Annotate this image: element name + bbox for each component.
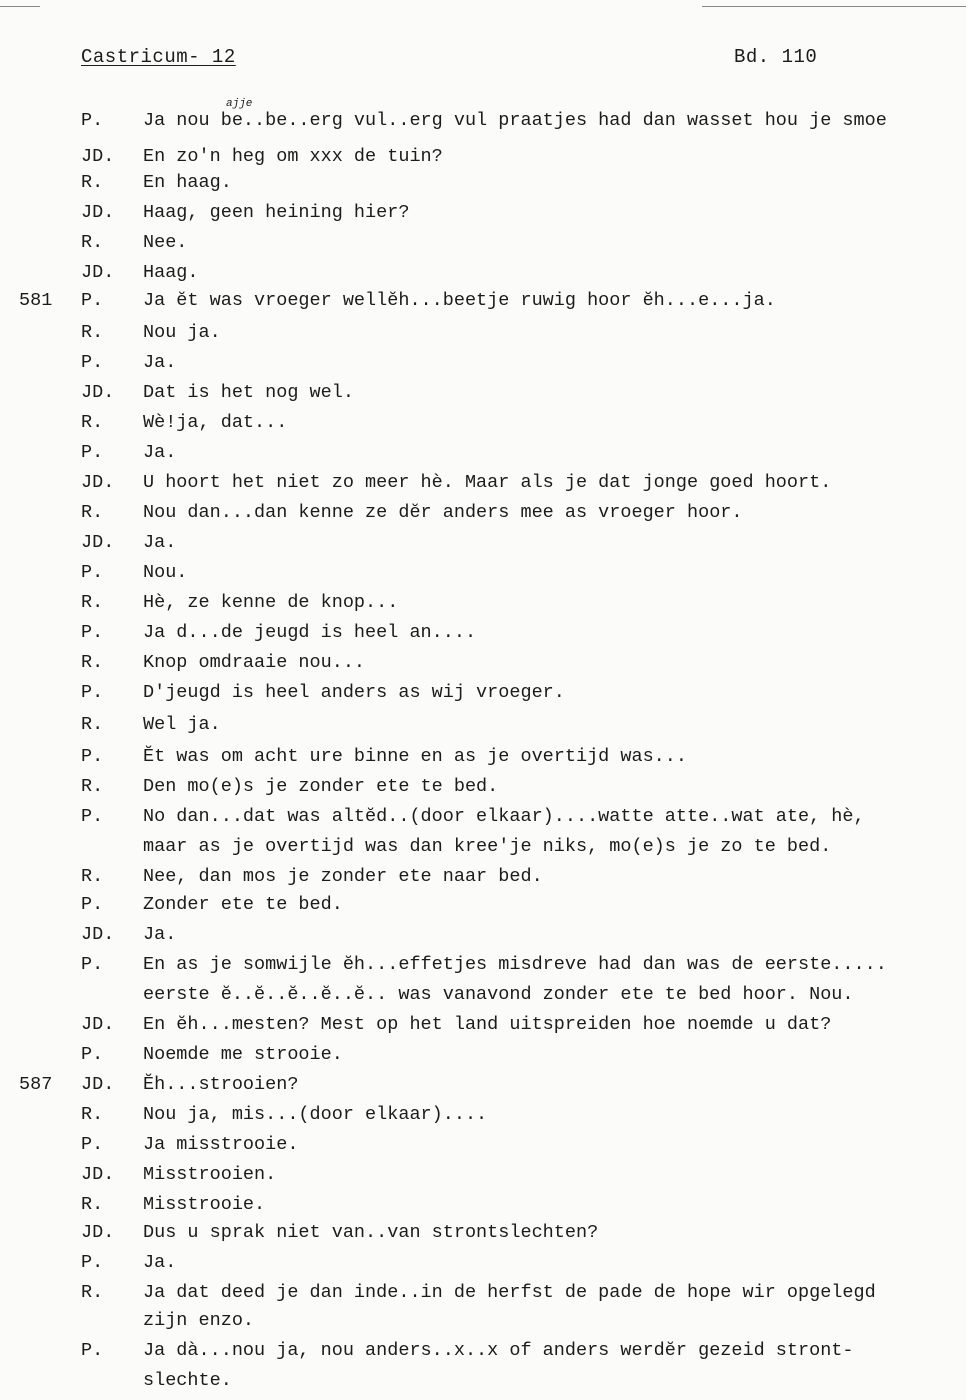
top-rule-left bbox=[0, 6, 40, 7]
utterance-text: Noemde me strooie. bbox=[143, 1044, 343, 1065]
transcript-line bbox=[0, 1282, 966, 1312]
speaker-label: P. bbox=[81, 1044, 104, 1065]
transcript-line bbox=[0, 592, 966, 622]
utterance-text: Haag. bbox=[143, 262, 199, 283]
speaker-label: JD. bbox=[81, 1164, 115, 1185]
transcript-line bbox=[0, 1222, 966, 1252]
utterance-text: Ja nou be..be..erg vul..erg vul praatjes had dan wasset hou je smoe bbox=[143, 110, 887, 131]
transcript-line bbox=[0, 622, 966, 652]
speaker-label: P. bbox=[81, 622, 104, 643]
transcript-line bbox=[0, 1104, 966, 1134]
utterance-text: Hè, ze kenne de knop... bbox=[143, 592, 399, 613]
speaker-label: R. bbox=[81, 714, 104, 735]
utterance-text: Ja. bbox=[143, 1252, 177, 1273]
speaker-label: JD. bbox=[81, 262, 115, 283]
speaker-label: P. bbox=[81, 110, 104, 131]
utterance-text: Nee. bbox=[143, 232, 188, 253]
speaker-label: P. bbox=[81, 682, 104, 703]
page-header-title: Castricum- 12 bbox=[81, 46, 236, 68]
utterance-text: En zo'n heg om xxx de tuin? bbox=[143, 146, 443, 167]
transcript-line bbox=[0, 1340, 966, 1370]
transcript-line bbox=[0, 1074, 966, 1104]
transcript-line bbox=[0, 1194, 966, 1224]
speaker-label: R. bbox=[81, 652, 104, 673]
utterance-text: Ja. bbox=[143, 352, 177, 373]
transcript-line bbox=[0, 322, 966, 352]
utterance-text: En haag. bbox=[143, 172, 232, 193]
utterance-text: maar as je overtijd was dan kree'je niks, mo(e)s je zo te bed. bbox=[143, 836, 832, 857]
transcript-line bbox=[0, 652, 966, 682]
line-number: 581 bbox=[19, 290, 53, 311]
speaker-label: P. bbox=[81, 442, 104, 463]
utterance-text: D'jeugd is heel anders as wij vroeger. bbox=[143, 682, 565, 703]
speaker-label: R. bbox=[81, 1194, 104, 1215]
speaker-label: JD. bbox=[81, 382, 115, 403]
transcript-line bbox=[0, 290, 966, 320]
utterance-text: Dat is het nog wel. bbox=[143, 382, 354, 403]
speaker-label: R. bbox=[81, 866, 104, 887]
utterance-text: Wel ja. bbox=[143, 714, 221, 735]
transcript-line bbox=[0, 562, 966, 592]
utterance-text: Ĕh...strooien? bbox=[143, 1074, 299, 1095]
speaker-label: P. bbox=[81, 1252, 104, 1273]
speaker-label: P. bbox=[81, 954, 104, 975]
utterance-text: Zonder ete te bed. bbox=[143, 894, 343, 915]
transcript-line bbox=[0, 412, 966, 442]
transcript-line bbox=[0, 442, 966, 472]
utterance-text: En as je somwijle ĕh...effetjes misdreve had dan was de eerste..... bbox=[143, 954, 887, 975]
transcript-line bbox=[0, 984, 966, 1014]
utterance-text: Wè!ja, dat... bbox=[143, 412, 288, 433]
utterance-text: Nee, dan mos je zonder ete naar bed. bbox=[143, 866, 543, 887]
transcript-line bbox=[0, 502, 966, 532]
speaker-label: JD. bbox=[81, 532, 115, 553]
transcript-line bbox=[0, 714, 966, 744]
speaker-label: P. bbox=[81, 352, 104, 373]
speaker-label: P. bbox=[81, 746, 104, 767]
speaker-label: P. bbox=[81, 290, 104, 311]
utterance-text: Ja dat deed je dan inde..in de herfst de pade de hope wir opgelegd bbox=[143, 1282, 876, 1303]
transcript-line bbox=[0, 1134, 966, 1164]
utterance-text: Nou ja. bbox=[143, 322, 221, 343]
speaker-label: JD. bbox=[81, 924, 115, 945]
speaker-label: R. bbox=[81, 322, 104, 343]
speaker-label: JD. bbox=[81, 1074, 115, 1095]
speaker-label: R. bbox=[81, 172, 104, 193]
utterance-text: zijn enzo. bbox=[143, 1310, 255, 1331]
line-number: 587 bbox=[19, 1074, 53, 1095]
transcript-line bbox=[0, 806, 966, 836]
utterance-text: Den mo(e)s je zonder ete te bed. bbox=[143, 776, 499, 797]
speaker-label: P. bbox=[81, 806, 104, 827]
transcript-line bbox=[0, 894, 966, 924]
transcript-line bbox=[0, 382, 966, 412]
transcript-line bbox=[0, 532, 966, 562]
speaker-label: JD. bbox=[81, 1222, 115, 1243]
transcript-line bbox=[0, 110, 966, 140]
utterance-text: Ja. bbox=[143, 924, 177, 945]
speaker-label: R. bbox=[81, 232, 104, 253]
utterance-text: Knop omdraaie nou... bbox=[143, 652, 366, 673]
speaker-label: JD. bbox=[81, 202, 115, 223]
transcript-line bbox=[0, 866, 966, 896]
transcript-line bbox=[0, 1252, 966, 1282]
top-rule-right bbox=[702, 6, 966, 7]
speaker-label: R. bbox=[81, 1104, 104, 1125]
utterance-text: Misstrooien. bbox=[143, 1164, 277, 1185]
utterance-text: slechte. bbox=[143, 1370, 232, 1391]
transcript-line bbox=[0, 776, 966, 806]
transcript-line bbox=[0, 954, 966, 984]
page-header-volume: Bd. 110 bbox=[734, 46, 818, 68]
utterance-text: Haag, geen heining hier? bbox=[143, 202, 410, 223]
speaker-label: P. bbox=[81, 894, 104, 915]
transcript-line bbox=[0, 262, 966, 292]
speaker-label: R. bbox=[81, 412, 104, 433]
utterance-text: eerste ĕ..ĕ..ĕ..ĕ..ĕ.. was vanavond zonder ete te bed hoor. Nou. bbox=[143, 984, 854, 1005]
transcript-line bbox=[0, 232, 966, 262]
transcript-line bbox=[0, 1370, 966, 1400]
speaker-label: R. bbox=[81, 502, 104, 523]
transcript-line bbox=[0, 746, 966, 776]
transcript-line bbox=[0, 472, 966, 502]
utterance-text: Ja d...de jeugd is heel an.... bbox=[143, 622, 477, 643]
utterance-text: Ja ĕt was vroeger wellĕh...beetje ruwig hoor ĕh...e...ja. bbox=[143, 290, 776, 311]
speaker-label: JD. bbox=[81, 146, 115, 167]
utterance-text: Nou. bbox=[143, 562, 188, 583]
transcript-line bbox=[0, 1044, 966, 1074]
utterance-text: Dus u sprak niet van..van strontslechten? bbox=[143, 1222, 599, 1243]
transcript-line bbox=[0, 1014, 966, 1044]
speaker-label: R. bbox=[81, 776, 104, 797]
speaker-label: P. bbox=[81, 1340, 104, 1361]
speaker-label: JD. bbox=[81, 472, 115, 493]
utterance-text: Misstrooie. bbox=[143, 1194, 266, 1215]
speaker-label: R. bbox=[81, 592, 104, 613]
utterance-text: Ĕt was om acht ure binne en as je overtijd was... bbox=[143, 746, 687, 767]
transcript-line bbox=[0, 1310, 966, 1340]
utterance-text: U hoort het niet zo meer hè. Maar als je dat jonge goed hoort. bbox=[143, 472, 832, 493]
utterance-text: En ĕh...mesten? Mest op het land uitspreiden hoe noemde u dat? bbox=[143, 1014, 832, 1035]
utterance-text: Ja dà...nou ja, nou anders..x..x of anders werdĕr gezeid stront- bbox=[143, 1340, 854, 1361]
transcript-line bbox=[0, 1164, 966, 1194]
handwritten-annotation: ajje bbox=[226, 98, 253, 110]
utterance-text: Nou ja, mis...(door elkaar).... bbox=[143, 1104, 488, 1125]
transcript-line bbox=[0, 202, 966, 232]
speaker-label: P. bbox=[81, 1134, 104, 1155]
speaker-label: P. bbox=[81, 562, 104, 583]
utterance-text: Nou dan...dan kenne ze dĕr anders mee as vroeger hoor. bbox=[143, 502, 743, 523]
utterance-text: Ja misstrooie. bbox=[143, 1134, 299, 1155]
speaker-label: R. bbox=[81, 1282, 104, 1303]
transcript-line bbox=[0, 836, 966, 866]
utterance-text: No dan...dat was altĕd..(door elkaar)....watte atte..wat ate, hè, bbox=[143, 806, 865, 827]
transcript-line bbox=[0, 682, 966, 712]
utterance-text: Ja. bbox=[143, 442, 177, 463]
transcript-line bbox=[0, 172, 966, 202]
utterance-text: Ja. bbox=[143, 532, 177, 553]
transcript-line bbox=[0, 924, 966, 954]
speaker-label: JD. bbox=[81, 1014, 115, 1035]
transcript-line bbox=[0, 352, 966, 382]
